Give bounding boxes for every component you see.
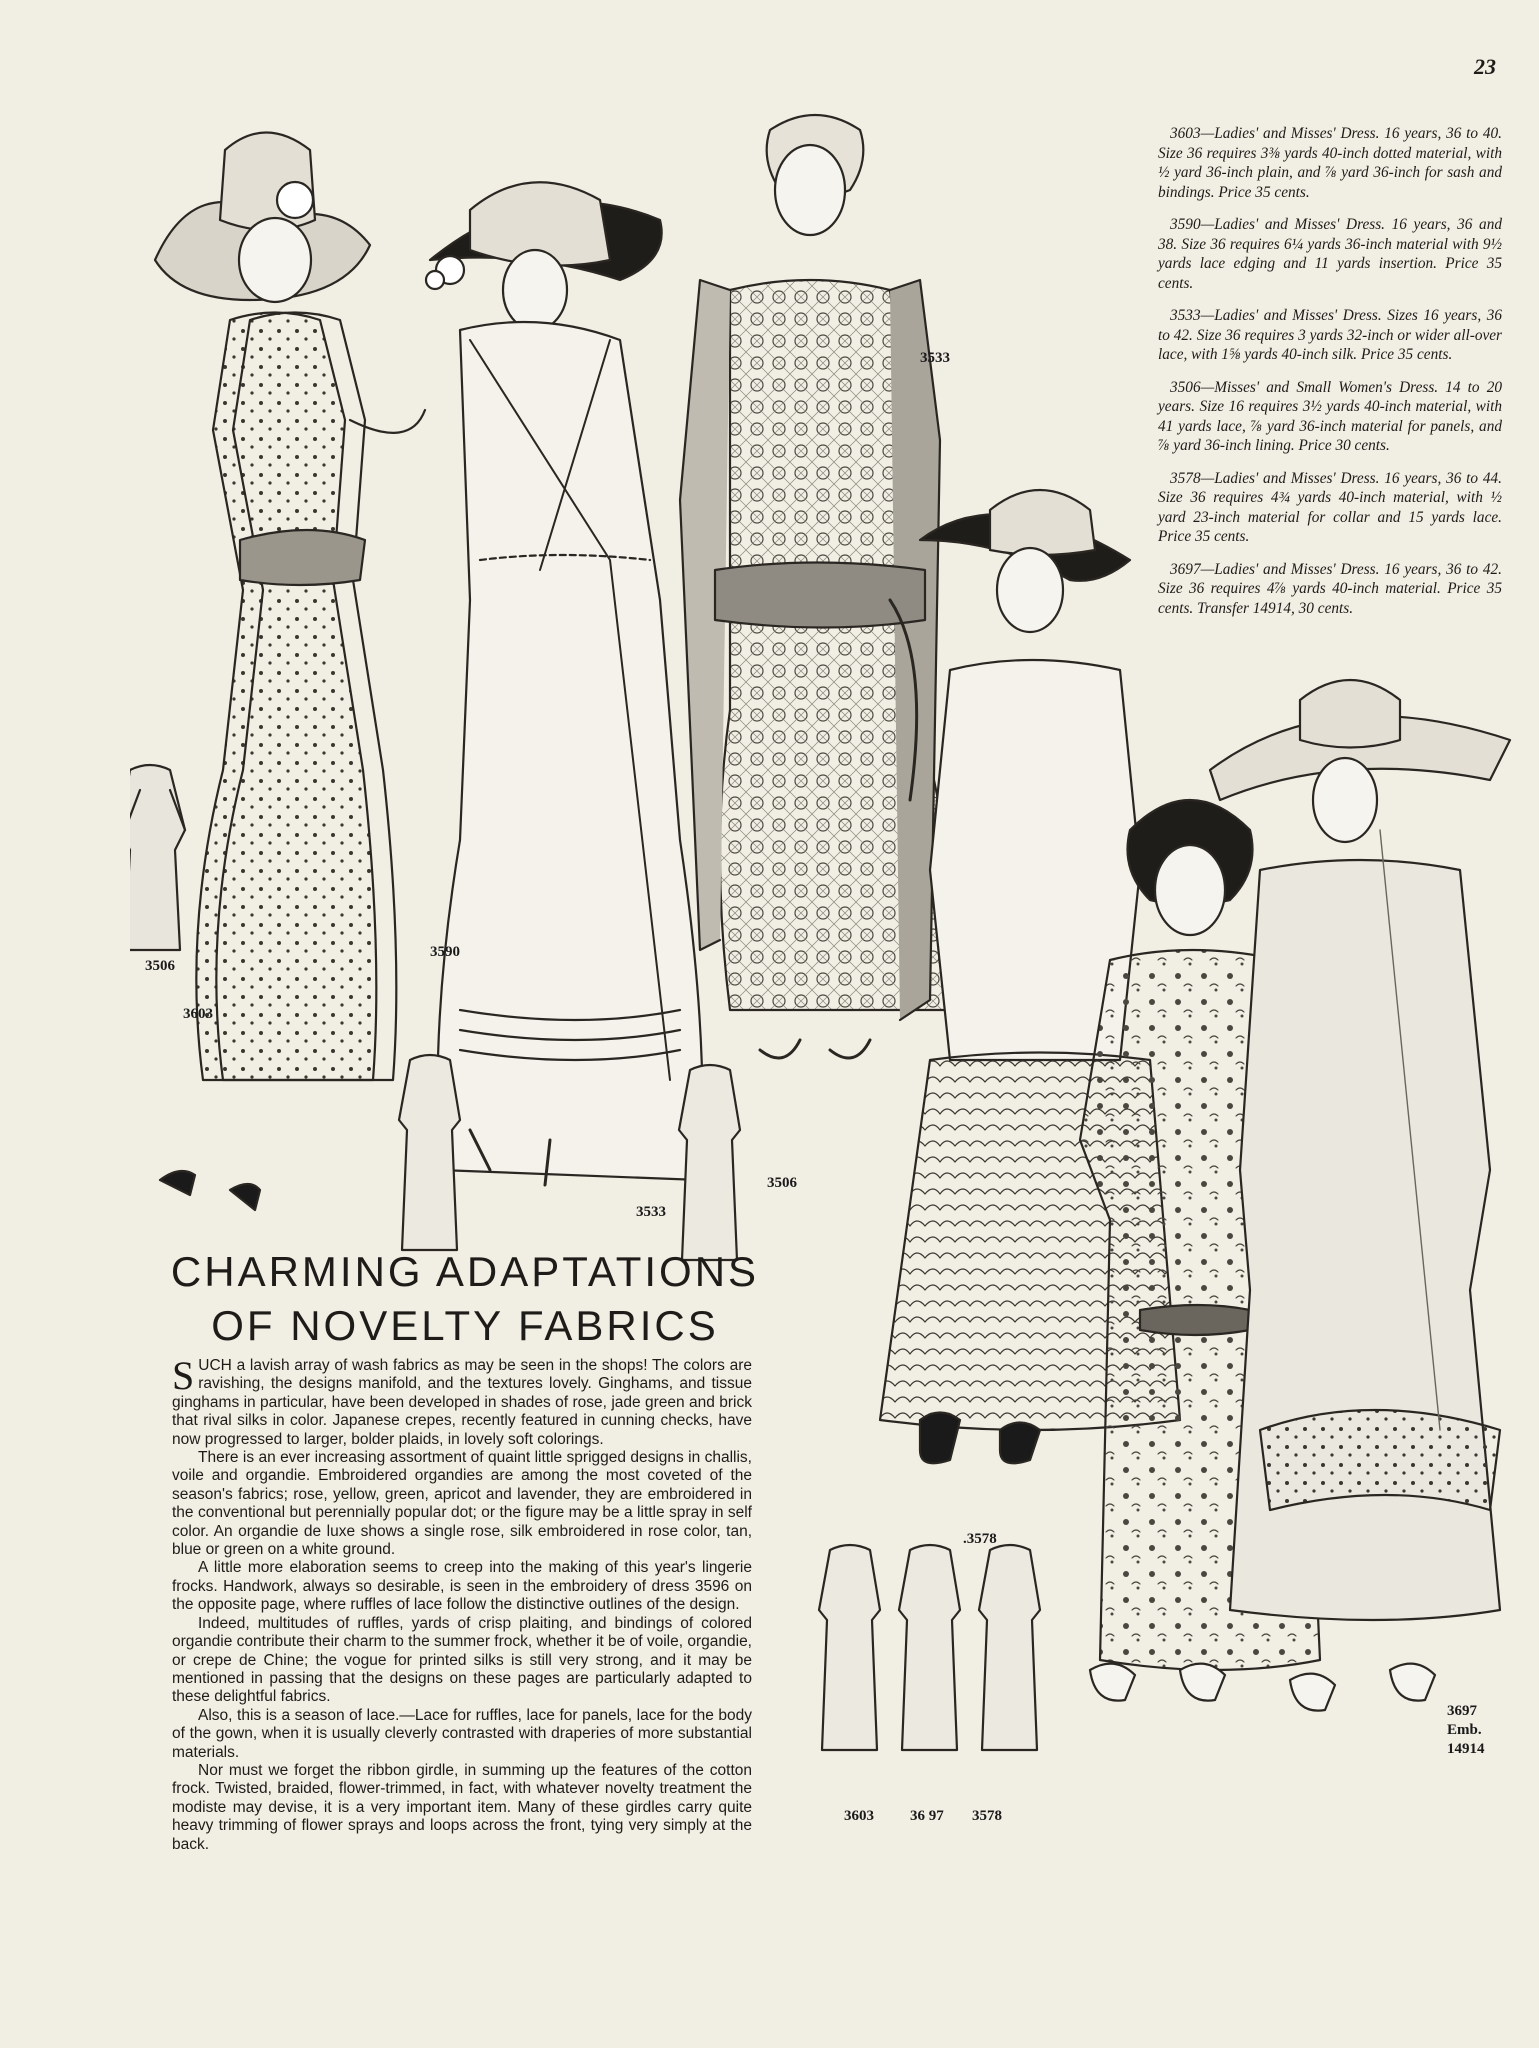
label-3590: 3590 — [430, 944, 460, 960]
label-3506-small: 3506 — [145, 958, 175, 974]
article-body — [172, 1353, 752, 1854]
label-3578-small: 3578 — [972, 1808, 1002, 1824]
article-paragraph-2: There is an ever increasing assortment of quaint little sprigged designs in challis, voile and organdie. Embroidered organdies are among the most coveted of the season's fabrics; rose, yellow, green, apricot and lavender, they are embroidered in the conventional but perennially popular dot; or the figure may be a little spray in self color. An organdie de luxe shows a single rose, silk embroidered in rose color, tan, blue or green on a white ground. — [172, 1449, 752, 1559]
description-3590: 3590—Ladies' and Misses' Dress. 16 years, 36 and 38. Size 36 requires 6¼ yards 36-inch material with 9½ yards lace edging and 11 yards insertion. Price 35 cents. — [1158, 216, 1502, 292]
label-14914: 14914 — [1447, 1741, 1485, 1757]
pattern-descriptions — [1158, 124, 1502, 631]
article-paragraph-6: Nor must we forget the ribbon girdle, in summing up the features of the cotton frock. Twisted, braided, flower-trimmed, in fact, with whatever novelty treatment the modiste may devise, it is a very important item. Many of these girdles carry quite heavy trimming of flower sprays and loops across the front, tying very simply at the back. — [172, 1761, 752, 1853]
headline-line-1: CHARMING ADAPTATIONS — [170, 1248, 760, 1295]
description-3578: 3578—Ladies' and Misses' Dress. 16 years, 36 to 44. Size 36 requires 4¾ yards 40-inch material, with ½ yard 23-inch material for collar and 15 yards lace. Price 35 cents. — [1158, 469, 1502, 545]
article-headline — [150, 1245, 780, 1353]
small-views-bottom — [819, 1545, 1040, 1750]
figure-3603 — [155, 133, 425, 1211]
figure-3590 — [426, 182, 703, 1185]
drop-cap: S — [172, 1353, 195, 1398]
label-3578: .3578 — [963, 1531, 997, 1547]
article-paragraph-1-text: UCH a lavish array of wash fabrics as may be seen in the shops! The colors are ravishing, the designs manifold, and the textures lovely. Ginghams, and tissue ginghams in particular, have been developed in shades of rose, jade green and brick that rival silks in color. Japanese crepes, recently featured in cunning checks, have now progressed to larger, bolder plaids, in lovely soft colorings. — [172, 1357, 752, 1448]
headline-line-2: OF NOVELTY FABRICS — [211, 1302, 719, 1349]
article-paragraph-3: A little more elaboration seems to creep into the making of this year's lingerie frocks. Handwork, always so desirable, is seen in the embroidery of dress 3596 on the opposite page, where ruffles of lace follow the distinctive outlines of the design. — [172, 1559, 752, 1614]
description-3533: 3533—Ladies' and Misses' Dress. Sizes 16 years, 36 to 42. Size 36 requires 3 yards 32-inch or wider all-over lace, with 1⅝ yards 40-inch silk. Price 35 cents. — [1158, 307, 1502, 363]
label-3697: 3697 — [1447, 1703, 1477, 1719]
article-paragraph-1 — [172, 1353, 752, 1449]
small-view-3506 — [130, 765, 185, 950]
label-emb: Emb. — [1447, 1722, 1482, 1738]
figure-3697 — [1210, 680, 1510, 1711]
label-3533-small: 3533 — [636, 1204, 666, 1220]
description-3506: 3506—Misses' and Small Women's Dress. 14 to 20 years. Size 16 requires 3½ yards 40-inch material, with 41 yards lace, ⅞ yard 36-inch material for panels, and ⅞ yard 36-inch lining. Price 30 cents. — [1158, 378, 1502, 454]
page-number: 23 — [1474, 54, 1496, 79]
label-3506: 3506 — [767, 1175, 797, 1191]
small-view-3533 — [399, 1055, 460, 1250]
article-paragraph-4: Indeed, multitudes of ruffles, yards of crisp plaiting, and bindings of colored organdie contribute their charm to the summer frock, whether it be of voile, organdie, or crepe de Chine; the vogue for printed silks is still very strong, and it may be mentioned in passing that the designs on these pages are particularly adapted to these delightful fabrics. — [172, 1614, 752, 1706]
label-3603: 3603 — [183, 1006, 213, 1022]
small-view-3506-b — [679, 1065, 740, 1260]
article-paragraph-5: Also, this is a season of lace.—Lace for ruffles, lace for panels, lace for the body of the gown, when it is usually cleverly contrasted with draperies of more substantial materials. — [172, 1706, 752, 1761]
label-3533-top: 3533 — [920, 350, 950, 366]
description-3697: 3697—Ladies' and Misses' Dress. 16 years, 36 to 42. Size 36 requires 4⅞ yards 40-inch material. Price 35 cents. Transfer 14914, 30 cents. — [1158, 560, 1502, 617]
description-3603: 3603—Ladies' and Misses' Dress. 16 years, 36 to 40. Size 36 requires 3⅜ yards 40-inch dotted material, with ½ yard 36-inch plain, and ⅞ yard 36-inch for sash and bindings. Price 35 cents. — [1158, 125, 1502, 201]
label-3697-small: 36 97 — [910, 1808, 944, 1824]
label-3603-small: 3603 — [844, 1808, 874, 1824]
